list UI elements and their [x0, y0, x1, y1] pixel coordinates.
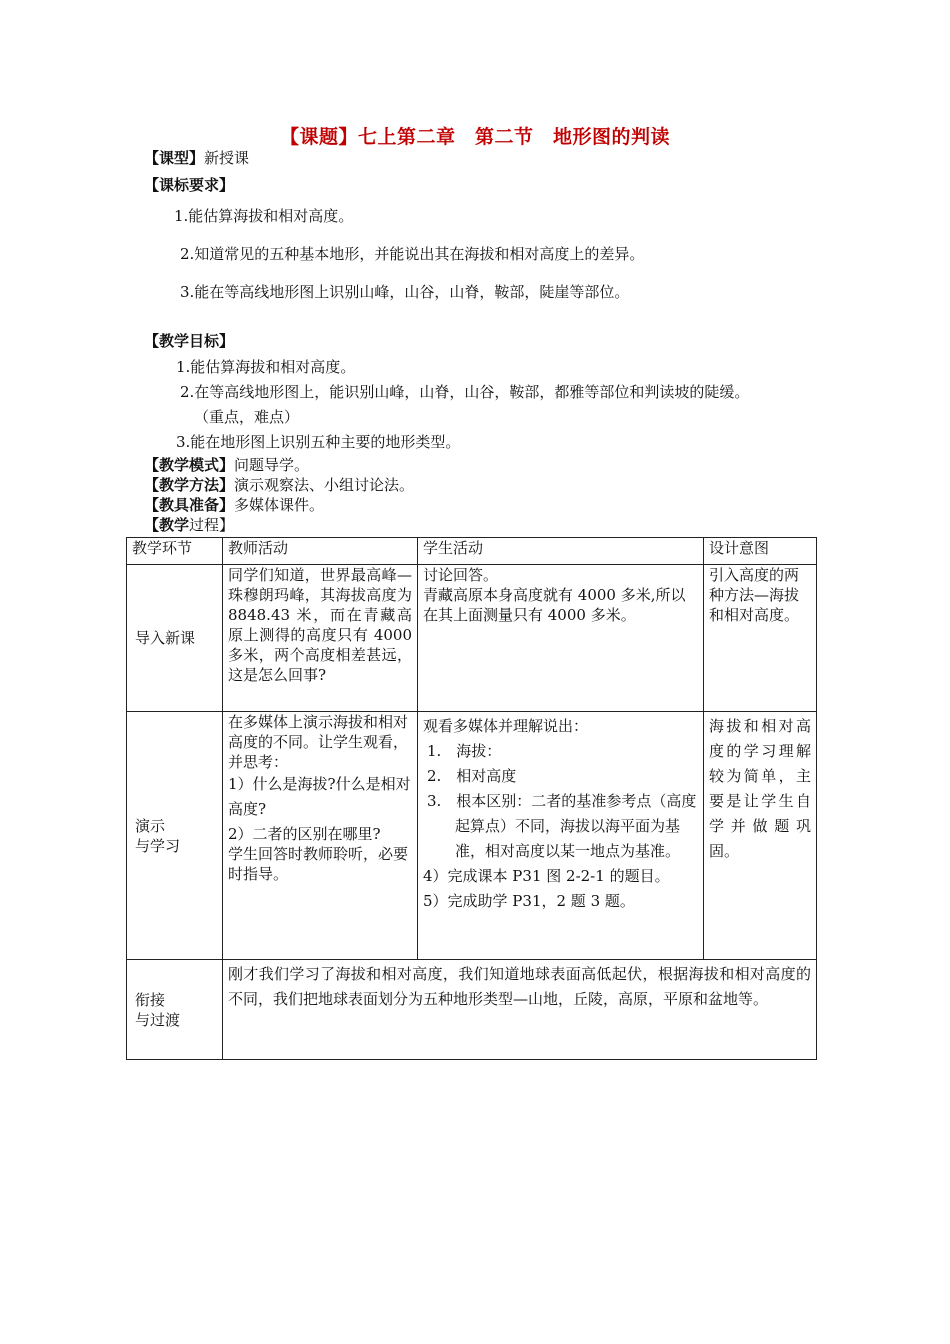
teaching-method-label: 【教学方法】 [144, 476, 235, 494]
table-row [127, 565, 817, 712]
teaching-process-heading [144, 515, 234, 535]
student-text: 4）完成课本 P31 图 2-2-1 的题目。 [423, 867, 670, 885]
student-cell [418, 712, 704, 960]
transition-cell [223, 960, 817, 1060]
header-teacher: 教师活动 [223, 538, 418, 565]
table-row [127, 960, 817, 1060]
lesson-type [144, 148, 249, 168]
student-text: 观看多媒体并理解说出： [423, 717, 589, 735]
teaching-prep-label: 【教具准备】 [144, 496, 235, 514]
teaching-method [144, 475, 414, 495]
stage-label: 导入新课 [135, 629, 196, 647]
teaching-mode [144, 455, 309, 475]
teaching-prep [144, 495, 324, 515]
transition-text: 刚才我们学习了海拔和相对高度，我们知道地球表面高低起伏，根据海拔和相对高度的不同，我们把地球表面划分为五种地形类型—山地，丘陵，高原，平原和盆地等。 [228, 965, 811, 1008]
teacher-text: 2）二者的区别在哪里? [228, 825, 381, 843]
intent-text: 海拔和相对高度的学习理解较为简单，主要是让学生自学并做题巩固。 [709, 717, 811, 860]
objectives-heading: 【教学目标】 [144, 332, 235, 350]
objective-item: 3.能在地形图上识别五种主要的地形类型。 [176, 433, 461, 451]
student-list-item: 1. 海拔： [427, 742, 502, 760]
table-row [127, 712, 817, 960]
student-list-item: 3. 根本区别：二者的基准参考点（高度起算点）不同，海拔以海平面为基准，相对高度以某一地点为基准。 [427, 792, 697, 860]
student-list-item: 2. 相对高度 [427, 767, 517, 785]
standards-heading: 【课标要求】 [144, 176, 235, 194]
stage-label: 与学习 [135, 836, 181, 855]
objective-item: 1.能估算海拔和相对高度。 [176, 358, 356, 376]
intent-text: 引入高度的两种方法—海拔和相对高度。 [709, 566, 800, 624]
teaching-process-table [126, 537, 817, 1060]
standard-item: 3.能在等高线地形图上识别山峰，山谷，山脊，鞍部，陡崖等部位。 [180, 283, 630, 301]
teacher-text: 在多媒体上演示海拔和相对高度的不同。让学生观看，并思考： [228, 713, 409, 771]
teaching-method-value: 演示观察法、小组讨论法。 [234, 476, 415, 494]
student-text: 讨论回答。 [423, 566, 499, 584]
page-title: 【课题】七上第二章 第二节 地形图的判读 [279, 126, 670, 148]
stage-cell [127, 960, 223, 1060]
teaching-prep-value: 多媒体课件。 [234, 496, 325, 514]
table-header-row [127, 538, 817, 565]
teaching-mode-label: 【教学模式】 [144, 456, 235, 474]
teacher-text: 1）什么是海拔?什么是相对高度? [228, 775, 411, 818]
stage-cell [127, 565, 223, 712]
student-cell [418, 565, 704, 712]
teaching-mode-value: 问题导学。 [234, 456, 310, 474]
stage-label: 衔接 [135, 990, 166, 1009]
lesson-type-label: 【课型】 [144, 149, 205, 167]
header-intent: 设计意图 [704, 538, 817, 565]
teacher-text: 同学们知道，世界最高峰—珠穆朗玛峰，其海拔高度为 8848.43 米，而在青藏高原上测得的高度只有 4000 多米，两个高度相差甚远，这是怎么回事? [228, 566, 412, 684]
teacher-cell [223, 565, 418, 712]
stage-label: 与过渡 [135, 1010, 181, 1029]
stage-label: 演示 [135, 816, 166, 835]
objective-item-continued: （重点，难点） [194, 408, 300, 426]
lesson-type-value: 新授课 [204, 149, 250, 167]
standard-item: 2.知道常见的五种基本地形，并能说出其在海拔和相对高度上的差异。 [180, 245, 645, 263]
student-text: 5）完成助学 P31，2 题 3 题。 [423, 892, 635, 910]
student-text: 青藏高原本身高度就有 4000 多米,所以在其上面测量只有 4000 多米。 [423, 586, 686, 624]
process-label-bold: 【教学 [144, 516, 190, 534]
objective-item: 2.在等高线地形图上，能识别山峰，山脊，山谷，鞍部，都雅等部位和判读坡的陡缓。 [180, 383, 750, 401]
teacher-cell [223, 712, 418, 960]
header-stage: 教学环节 [127, 538, 223, 565]
process-label-rest: 过程】 [189, 516, 235, 534]
stage-cell [127, 712, 223, 960]
intent-cell [704, 565, 817, 712]
teacher-text: 学生回答时教师聆听，必要时指导。 [228, 845, 409, 883]
standard-item: 1.能估算海拔和相对高度。 [174, 207, 354, 225]
intent-cell [704, 712, 817, 960]
header-student: 学生活动 [418, 538, 704, 565]
